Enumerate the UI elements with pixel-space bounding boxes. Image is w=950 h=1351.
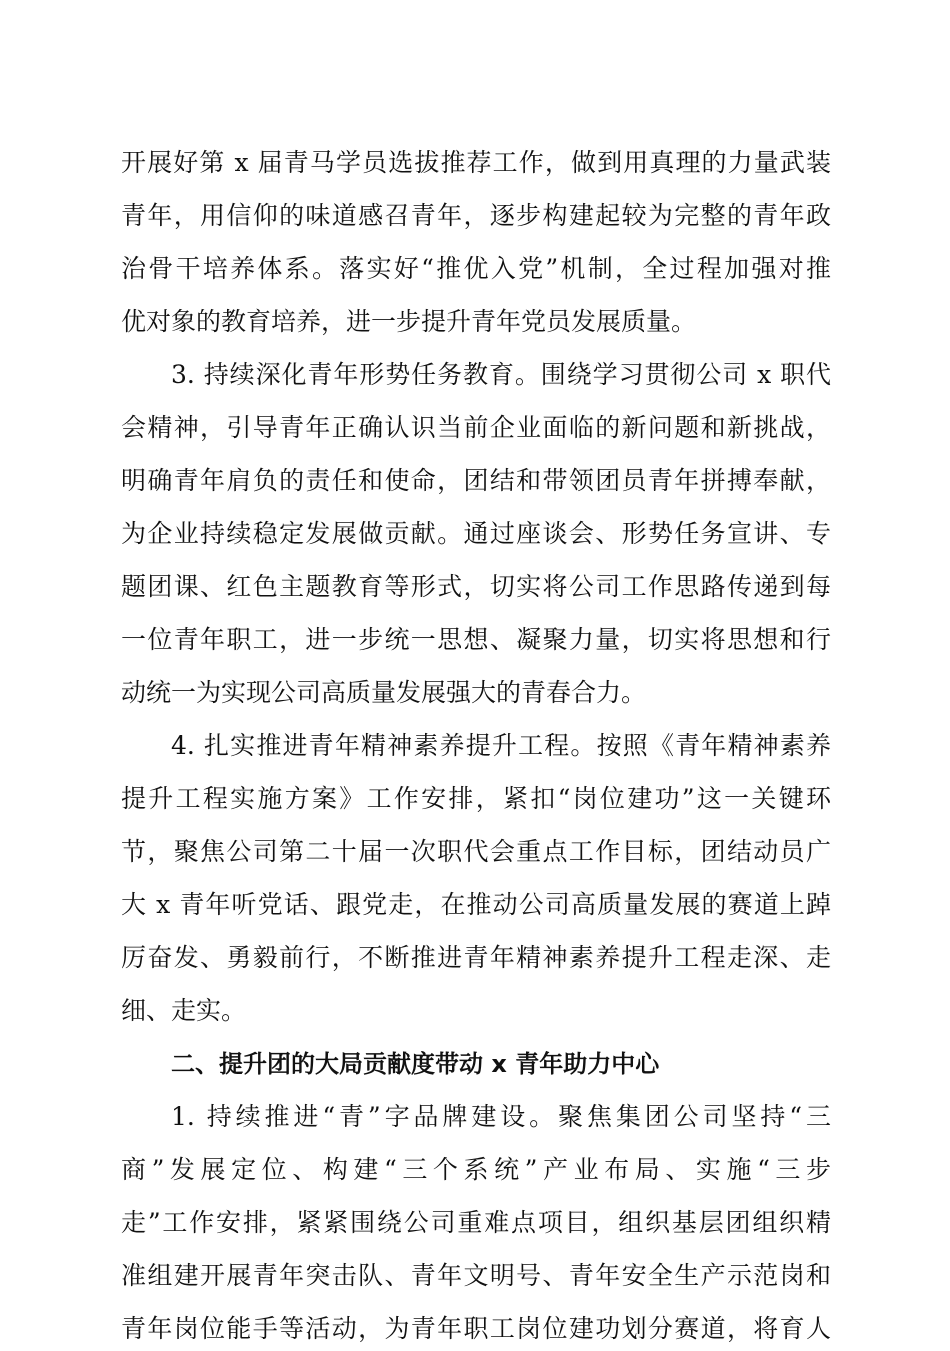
text-line: 厉奋发、勇毅前行，不断推进青年精神素养提升工程走深、走 bbox=[121, 943, 831, 972]
text-line: 4. 扎实推进青年精神素养提升工程。按照《青年精神素养 bbox=[171, 731, 831, 760]
text-line: 大 x 青年听党话、跟党走，在推动公司高质量发展的赛道上踔 bbox=[121, 890, 831, 919]
text-line: 走”工作安排，紧紧围绕公司重难点项目，组织基层团组织精 bbox=[121, 1208, 831, 1237]
text-line: 明确青年肩负的责任和使命，团结和带领团员青年拼搏奉献， bbox=[121, 466, 831, 495]
text-line: 一位青年职工，进一步统一思想、凝聚力量，切实将思想和行 bbox=[121, 625, 831, 654]
text-line: 细、走实。 bbox=[121, 996, 247, 1025]
text-line: 开展好第 x 届青马学员选拔推荐工作，做到用真理的力量武装 bbox=[121, 148, 831, 177]
text-line: 优对象的教育培养，进一步提升青年党员发展质量。 bbox=[121, 307, 697, 336]
text-line: 1. 持续推进“青”字品牌建设。聚焦集团公司坚持“三 bbox=[171, 1102, 831, 1131]
text-line: 动统一为实现公司高质量发展强大的青春合力。 bbox=[121, 678, 647, 707]
text-line: 准组建开展青年突击队、青年文明号、青年安全生产示范岗和 bbox=[121, 1261, 831, 1290]
section-heading: 二、提升团的大局贡献度带动 x 青年助力中心 bbox=[171, 1050, 660, 1078]
text-line: 3. 持续深化青年形势任务教育。围绕学习贯彻公司 x 职代 bbox=[171, 360, 831, 389]
text-line: 治骨干培养体系。落实好“推优入党”机制，全过程加强对推 bbox=[121, 254, 831, 283]
text-line: 提升工程实施方案》工作安排，紧扣“岗位建功”这一关键环 bbox=[121, 784, 831, 813]
text-line: 青年，用信仰的味道感召青年，逐步构建起较为完整的青年政 bbox=[121, 201, 831, 230]
text-line: 题团课、红色主题教育等形式，切实将公司工作思路传递到每 bbox=[121, 572, 831, 601]
text-line: 为企业持续稳定发展做贡献。通过座谈会、形势任务宣讲、专 bbox=[121, 519, 831, 548]
text-line: 青年岗位能手等活动，为青年职工岗位建功划分赛道，将育人 bbox=[121, 1314, 831, 1343]
text-line: 会精神，引导青年正确认识当前企业面临的新问题和新挑战， bbox=[121, 413, 831, 442]
text-line: 节，聚焦公司第二十届一次职代会重点工作目标，团结动员广 bbox=[121, 837, 831, 866]
text-line: 商”发展定位、构建“三个系统”产业布局、实施“三步 bbox=[121, 1155, 831, 1184]
